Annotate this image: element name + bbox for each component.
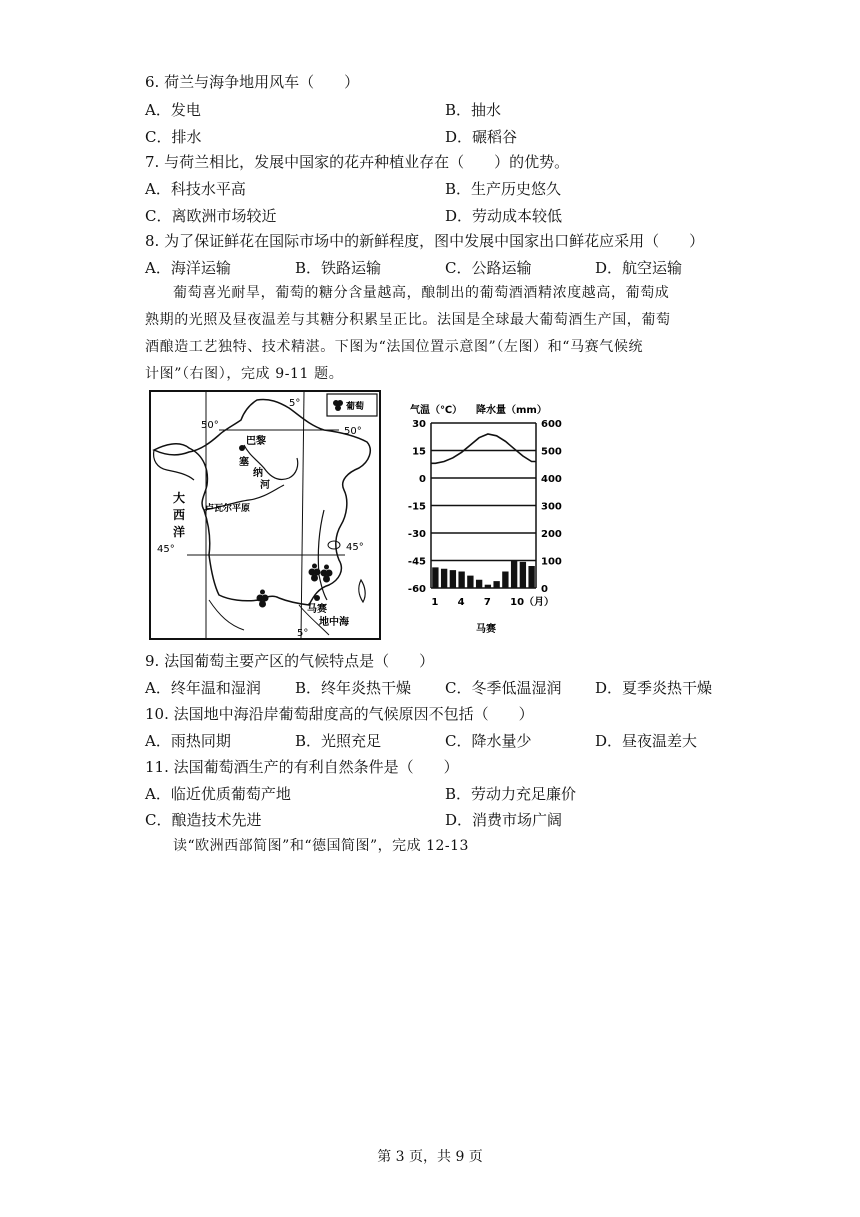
q9-option-a: A．终年温和湿润 [145,679,261,697]
q6-option-b: B．抽水 [445,101,502,119]
precip-tick-label: 600 [541,419,562,430]
precip-bar [485,585,491,588]
temp-axis-label: 气温（℃） [410,405,463,416]
passage-line-4: 计图”（右图），完成 9-11 题。 [145,366,344,382]
q7-option-a: A．科技水平高 [145,180,246,198]
question-6-stem: 6. 荷兰与海争地用风车（ ） [145,73,360,91]
precip-bar [467,576,473,588]
precip-tick-label: 0 [541,584,548,595]
seine-label-2: 纳 [253,468,263,479]
precip-axis-label: 降水量（mm） [476,405,547,416]
passage [145,280,725,388]
seine-label-3: 河 [260,480,270,491]
lon-5-top: 5° [289,398,301,409]
q10-option-c: C．降水量少 [445,732,532,750]
passage-line-1: 葡萄喜光耐旱，葡萄的糖分含量越高，酿制出的葡萄酒酒精浓度越高，葡萄成 [173,285,670,301]
atlantic-label-1: 大 [173,491,186,505]
temp-tick-label: -15 [407,501,426,513]
precip-bar [493,581,499,588]
question-10-stem: 10. 法国地中海沿岸葡萄甜度高的气候原因不包括（ ） [145,705,534,723]
question-7-stem: 7. 与荷兰相比，发展中国家的花卉种植业存在（ ）的优势。 [145,153,570,171]
precip-bar [458,572,464,589]
precip-tick-label: 400 [541,474,562,485]
precip-bar [520,562,526,588]
q7-option-d: D．劳动成本较低 [445,207,563,225]
paris-marker [239,445,245,451]
temp-tick-label: 30 [412,419,426,430]
lat-50-left: 50° [201,420,219,431]
month-tick-label: 1 [431,597,439,608]
q6-option-d: D．碾稻谷 [445,128,518,146]
q8-option-d: D．航空运输 [595,259,683,277]
precip-tick-label: 100 [541,556,562,568]
france-location-map [149,390,381,640]
month-tick-label: 7 [483,597,491,608]
q8-option-c: C．公路运输 [445,259,532,277]
q6-option-c: C．排水 [145,128,202,146]
precip-bar [441,569,447,588]
loire-label: 卢瓦尔平原 [205,504,251,514]
temp-tick-label: 15 [412,446,426,458]
q8-option-a: A．海洋运输 [145,259,231,277]
marseille-climate-chart [398,396,568,642]
q10-option-d: D．昼夜温差大 [595,732,698,750]
precip-tick-label: 300 [541,501,562,513]
temp-tick-label: -60 [407,584,426,595]
lat-45-left: 45° [157,544,175,555]
lon-5-bottom: 5° [297,628,309,639]
month-tick-label: 10（月） [510,597,555,608]
q10-option-b: B．光照充足 [295,732,382,750]
temp-tick-label: -45 [407,556,426,568]
atlantic-label-3: 洋 [173,525,186,539]
month-tick-label: 4 [457,597,465,608]
q9-option-c: C．冬季低温湿润 [445,679,562,697]
read-prompt: 读“欧洲西部简图”和“德国简图”，完成 12-13 [173,838,469,854]
precip-tick-label: 500 [541,446,562,458]
q7-option-b: B．生产历史悠久 [445,180,562,198]
precip-tick-label: 200 [541,529,562,540]
marseille-label: 马赛 [307,604,327,615]
precip-bar [476,580,482,588]
q11-option-a: A．临近优质葡萄产地 [145,785,291,803]
q11-option-d: D．消费市场广阔 [445,811,563,829]
q6-option-a: A．发电 [145,101,201,119]
chart-title: 马赛 [476,624,496,635]
med-label: 地中海 [319,617,349,628]
q8-option-b: B．铁路运输 [295,259,382,277]
map-legend-label: 葡萄 [346,402,365,412]
question-9-stem: 9. 法国葡萄主要产区的气候特点是（ ） [145,652,435,670]
lat-45-right: 45° [346,542,364,553]
question-8-stem: 8. 为了保证鲜花在国际市场中的新鲜程度，图中发展中国家出口鲜花应采用（ ） [145,232,705,250]
paris-label: 巴黎 [246,436,266,447]
marseille-marker [314,595,320,601]
atlantic-label-2: 西 [173,508,186,522]
q9-option-d: D．夏季炎热干燥 [595,679,713,697]
q9-option-b: B．终年炎热干燥 [295,679,412,697]
passage-line-3: 酒酿造工艺独特、技术精湛。下图为“法国位置示意图”（左图）和“马赛气候统 [145,339,644,355]
temp-tick-label: -30 [407,529,426,540]
q7-option-c: C．离欧洲市场较近 [145,207,277,225]
q11-option-b: B．劳动力充足廉价 [445,785,577,803]
precip-bar [450,570,456,588]
seine-label-1: 塞 [239,457,249,468]
temperature-line [431,434,536,463]
question-11-stem: 11. 法国葡萄酒生产的有利自然条件是（ ） [145,758,459,776]
q10-option-a: A．雨热同期 [145,732,231,750]
precip-bar [432,567,438,588]
q11-option-c: C．酿造技术先进 [145,811,262,829]
precip-bar [528,566,534,588]
page-footer: 第 3 页，共 9 页 [377,1149,483,1165]
temp-tick-label: 0 [419,474,426,485]
precip-bar [502,572,508,589]
lat-50-right: 50° [344,426,362,437]
precip-bar [511,561,517,589]
passage-line-2: 熟期的光照及昼夜温差与其糖分积累呈正比。法国是全球最大葡萄酒生产国，葡萄 [145,312,671,328]
